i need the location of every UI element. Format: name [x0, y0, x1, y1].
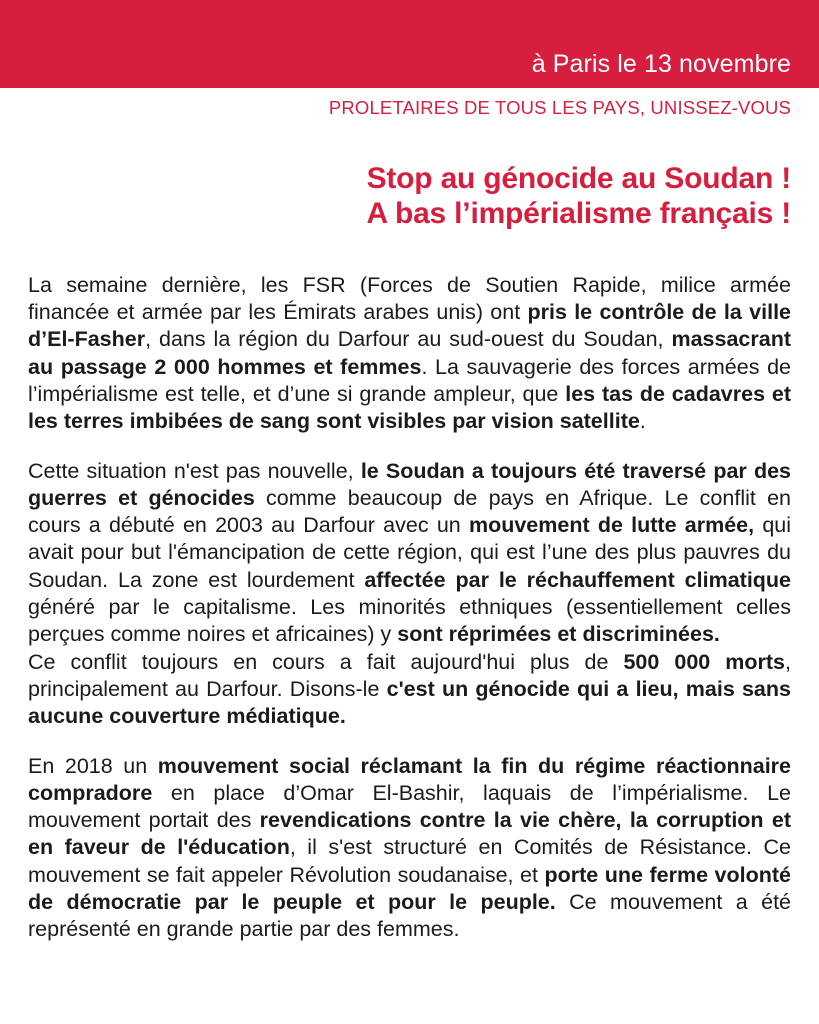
- paragraph-3: Ce conflit toujours en cours a fait aujourd'hui plus de 500 000 morts, principalement au Darfour. Disons-le c'est un génocide qui a lieu, mais sans aucune couverture médiatique.: [28, 649, 791, 729]
- header-date: à Paris le 13 novembre: [531, 49, 791, 78]
- header-band: [0, 0, 819, 88]
- body-text: [0, 272, 819, 944]
- page-title: [0, 161, 819, 232]
- slogan-row: [0, 88, 819, 119]
- title-line-2: A bas l’impérialisme français !: [366, 197, 791, 231]
- slogan-text: PROLETAIRES DE TOUS LES PAYS, UNISSEZ-VOUS: [328, 97, 791, 118]
- paragraph-1: La semaine dernière, les FSR (Forces de Soutien Rapide, milice armée financée et armée par les Émirats arabes unis) ont pris le contrôle de la ville d’El-Fasher, dans la région du Darfour au sud-ouest du Soudan, massacrant au passage 2 000 hommes et femmes. La sauvagerie des forces armées de l’impérialisme est telle, et d’une si grande ampleur, que les tas de cadavres et les terres imbibées de sang sont visibles par vision satellite.: [28, 272, 791, 434]
- title-line-1: Stop au génocide au Soudan !: [366, 162, 791, 195]
- paragraph-2: Cette situation n'est pas nouvelle, le Soudan a toujours été traversé par des guerres et génocides comme beaucoup de pays en Afrique. Le conflit en cours a débuté en 2003 au Darfour avec un mouvement de lutte armée, qui avait pour but l'émancipation de cette région, qui est l’une des plus pauvres du Soudan. La zone est lourdement affectée par le réchauffement climatique généré par le capitalisme. Les minorités ethniques (essentiellement celles perçues comme noires et africaines) y sont réprimées et discriminées.: [28, 458, 792, 647]
- paragraph-4: En 2018 un mouvement social réclamant la fin du régime réactionnaire compradore en place d’Omar El-Bashir, laquais de l’impérialisme. Le mouvement portait des revendications contre la vie chère, la corruption et en faveur de l'éducation, il s'est structuré en Comités de Résistance. Ce mouvement se fait appeler Révolution soudanaise, et porte une ferme volonté de démocratie par le peuple et pour le peuple. Ce mouvement a été représenté en grande partie par des femmes.: [28, 753, 791, 942]
